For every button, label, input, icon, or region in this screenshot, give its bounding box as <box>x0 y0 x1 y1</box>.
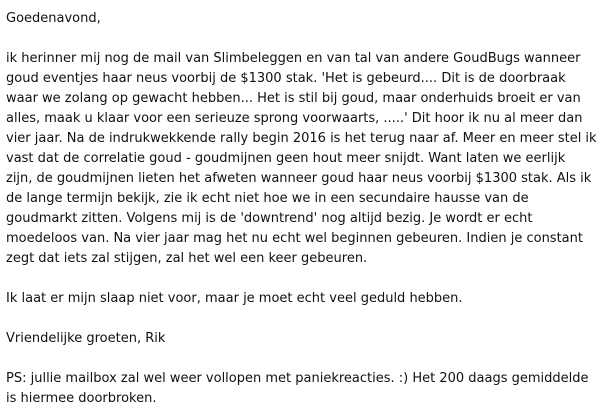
paragraph-line: goudmarkt zitten. Volgens mij is de 'downtrend' nog altijd bezig. Je wordt er echt <box>6 211 533 226</box>
paragraph-line: de lange termijn bekijk, zie ik echt niet hoe we in een secundaire hausse van de <box>6 191 529 206</box>
paragraph-gap <box>6 269 608 289</box>
paragraph-patience <box>6 289 608 309</box>
postscript <box>6 369 608 409</box>
paragraph-line: moedeloos van. Na vier jaar mag het nu echt wel beginnen gebeuren. Indien je constant <box>6 231 583 246</box>
paragraph-line: vast dat de correlatie goud - goudmijnen geen hout meer snijdt. Want laten we eerlijk <box>6 151 566 166</box>
postscript-line: PS: jullie mailbox zal wel weer vollopen met paniekreacties. :) Het 200 daags gemiddelde <box>6 371 589 386</box>
paragraph-line: goud eventjes haar neus voorbij de $1300 stak. 'Het is gebeurd.... Dit is de doorbraak <box>6 71 566 86</box>
paragraph-gap <box>6 309 608 329</box>
greeting <box>6 9 608 29</box>
paragraph-line: vier jaar. Na de indrukwekkende rally begin 2016 is het terug naar af. Meer en meer stel ik <box>6 131 597 146</box>
paragraph-line: waar we zolang op gewacht hebben... Het is stil bij goud, maar onderhuids broeit er van <box>6 91 581 106</box>
paragraph-line: zijn, de goudmijnen lieten het afweten wanneer goud haar neus voorbij $1300 stak. Als ik <box>6 171 592 186</box>
paragraph-line: alles, maak u klaar voor een serieuze sprong voorwaarts, .....' Dit hoor ik nu al meer dan <box>6 111 583 126</box>
postscript-line: is hiermee doorbroken. <box>6 391 157 406</box>
greeting-line: Goedenavond, <box>6 11 101 26</box>
paragraph-line: ik herinner mij nog de mail van Slimbeleggen en van tal van andere GoudBugs wanneer <box>6 51 581 66</box>
paragraph-gap <box>6 349 608 369</box>
paragraph-gap <box>6 29 608 49</box>
paragraph-line: Ik laat er mijn slaap niet voor, maar je moet echt veel geduld hebben. <box>6 291 463 306</box>
paragraph-line: zegt dat iets zal stijgen, zal het wel een keer gebeuren. <box>6 251 368 266</box>
paragraph-main <box>6 49 608 269</box>
closing-line: Vriendelijke groeten, Rik <box>6 331 166 346</box>
closing <box>6 329 608 349</box>
